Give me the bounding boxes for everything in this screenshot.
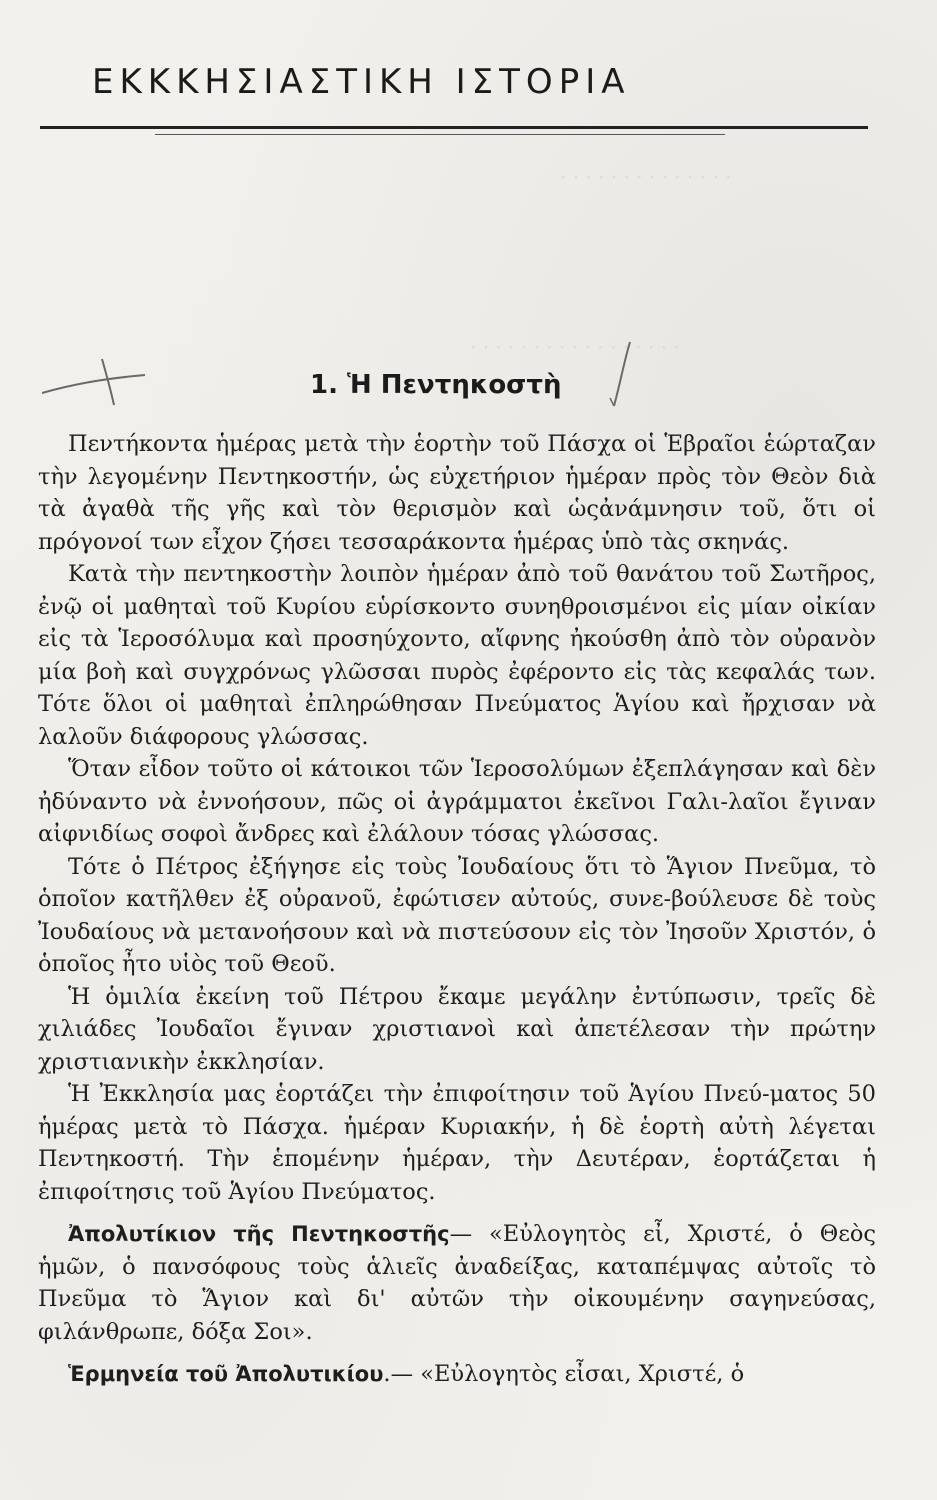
hermeneia-dash: .— [383, 1361, 421, 1387]
hermeneia-text: «Εὐλογητὸς εἶσαι, Χριστέ, ὁ [420, 1361, 745, 1387]
paragraph: Κατὰ τὴν πεντηκοστὴν λοιπὸν ἡμέραν ἀπὸ τοῦ θανάτου τοῦ Σωτῆρος, ἐνῷ οἱ μαθηταὶ τοῦ Κυρίου εὑρίσκοντο συνηθροισμένοι εἰς μίαν οἰκίαν εἰς τὰ Ἱεροσόλυμα καὶ προσηύχοντο, αἴφνης ἠκούσθη ἀπὸ τὸν οὐρανὸν μία βοὴ καὶ συγχρόνως γλῶσσαι πυρὸς ἐφέροντο εἰς τὰς κεφαλάς των. Τότε ὅλοι οἱ μαθηταὶ ἐπληρώθησαν Πνεύματος Ἁγίου καὶ ἤρχισαν νὰ λαλοῦν διάφορους γλώσσας. [38, 561, 876, 750]
apolytikion-label: Ἀπολυτίκιον τῆς Πεντηκοστῆς [68, 1222, 450, 1246]
paragraph: Ἡ Ἐκκλησία μας ἑορτάζει τὴν ἐπιφοίτησιν τοῦ Ἁγίου Πνεύ-ματος 50 ἡμέρας μετὰ τὸ Πάσχα. ἡμέραν Κυριακήν, ἡ δὲ ἑορτὴ αὐτὴ λέγεται Πεντηκοστή. Τὴν ἑπομένην ἡμέραν, τὴν Δευτέραν, ἑορτάζεται ἡ ἐπιφοίτησις τοῦ Ἁγίου Πνεύματος. [38, 1081, 876, 1205]
section-title: 1. Ἡ Πεντηκοστὴ [310, 370, 562, 400]
bleed-through-text: · · · · · · · · · · · · · · [560, 165, 732, 189]
paragraph: Τότε ὁ Πέτρος ἐξήγησε εἰς τοὺς Ἰουδαίους ὅτι τὸ Ἅγιον Πνεῦμα, τὸ ὁποῖον κατῆλθεν ἐξ οὐρανοῦ, ἐφώτισεν αὐτούς, συνε-βούλευσε δὲ τοὺς Ἰουδαίους νὰ μετανοήσουν καὶ νὰ πιστεύσουν εἰς τὸν Ἰησοῦν Χριστόν, ὁ ὁποῖος ἦτο υἱὸς τοῦ Θεοῦ. [38, 853, 876, 977]
paragraph: Ἡ ὁμιλία ἐκείνη τοῦ Πέτρου ἔκαμε μεγάλην ἐντύπωσιν, τρεῖς δὲ χιλιάδες Ἰουδαῖοι ἔγιναν χριστιανοὶ καὶ ἀπετέλεσαν τὴν πρώτην χριστιανικὴν ἐκκλησίαν. [38, 983, 876, 1075]
apolytikion-paragraph [38, 1218, 876, 1348]
header-subrule [155, 134, 725, 135]
header-rule [40, 126, 868, 129]
paragraph: Πεντήκοντα ἡμέρας μετὰ τὴν ἑορτὴν τοῦ Πάσχα οἱ Ἑβραῖοι ἑώρταζαν τὴν λεγομένην Πεντηκοστήν, ὡς εὐχετήριον ἡμέραν πρὸς τὸν Θεὸν διὰ τὰ ἀγαθὰ τῆς γῆς καὶ τὸν θερισμὸν καὶ ὡςἀνάμνησιν τοῦ, ὅτι οἱ πρόγονοί των εἶχον ζήσει τεσσαράκοντα ἡμέρας ὑπὸ τὰς σκηνάς. [38, 431, 876, 555]
running-head: ΕΚΚΚΗΣΙΑΣΤΙΚΗ ΙΣΤΟΡΙΑ [92, 62, 631, 102]
paragraph: Ὅταν εἶδον τοῦτο οἱ κάτοικοι τῶν Ἱεροσολύμων ἐξεπλάγησαν καὶ δὲν ἠδύναντο νὰ ἐννοήσουν, πῶς οἱ ἀγράμματοι ἐκεῖνοι Γαλι-λαῖοι ἔγιναν αἰφνιδίως σοφοὶ ἄνδρες καὶ ἐλάλουν τόσας γλώσσας. [38, 756, 876, 847]
bleed-through-text: · · · · · · · · · · · · · · · · · [470, 335, 680, 359]
hermeneia-label: Ἑρμηνεία τοῦ Ἀπολυτικίου [68, 1362, 384, 1386]
apolytikion-text: «Εὐλογητὸς εἶ, Χριστέ, ὁ Θεὸς ἡμῶν, ὁ πανσόφους τοὺς ἁλιεῖς ἀναδείξας, καταπέμψας αὐτοῖς τὸ Πνεῦμα τὸ Ἅγιον καὶ δι' αὐτῶν τὴν οἰκουμένην σαγηνεύσας, φιλάνθρωπε, δόξα Σοι». [38, 1221, 877, 1345]
pencil-mark-left [40, 355, 150, 410]
pencil-mark-right [600, 340, 640, 410]
hermeneia-paragraph [38, 1358, 876, 1391]
body-text [38, 428, 876, 1391]
apolytikion-dash: — [449, 1221, 490, 1247]
